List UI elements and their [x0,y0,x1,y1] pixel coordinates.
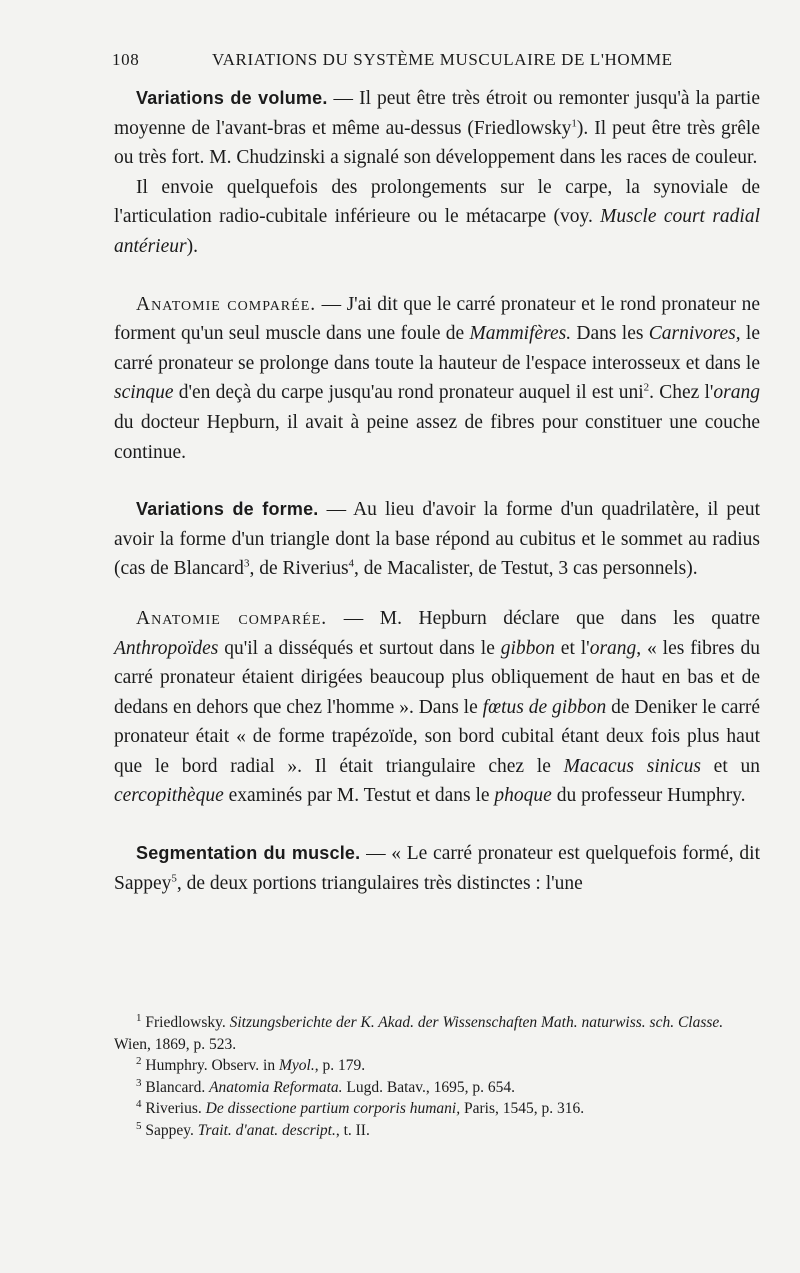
footnote: $^5$ Sappey. Trait. d'anat. descript., t. II. [136,1119,370,1139]
paragraph-variations-forme: Variations de forme. — Au lieu d'avoir la forme d'un quadrilatère, il peut avoir la forme d'un triangle dont la base répond au cubitus et le sommet au radius (cas de Blancard$^3$, de Riverius$^4$, de Macalister, de Testut, 3 cas personnels). [114,499,760,580]
footnote: $^3$ Blancard. Anatomia Reformata. Lugd. Batav., 1695, p. 654. [136,1076,516,1096]
footnote-ref: 5 [171,872,177,885]
section-heading: Segmentation du muscle. [136,843,361,864]
paragraph-variations-volume: Variations de volume. — Il peut être très étroit ou remonter jusqu'à la partie moyenne de l'avant-bras et même au-dessus (Friedlowsky$^1$). Il peut être très grêle ou très fort. M. Chudzinski a signalé son développement dans les races de couleur. [114,88,761,169]
main-text [114,84,760,898]
footnote: $^4$ Riverius. De dissectione partium corporis humani, Paris, 1545, p. 316. [136,1097,585,1117]
paragraph-anatomie-comparee-2: Anatomie comparée. — M. Hepburn déclare que dans les quatre Anthropoïdes qu'il a disséqués et surtout dans le gibbon et l'orang, « les fibres du carré pronateur étaient dirigées beaucoup plus obliquement de haut en bas et de dedans en dehors que chez l'homme ». Dans le fœtus de gibbon de Deniker le carré pronateur était « de forme trapézoïde, son bord cubital étant deux fois plus haut que le bord radial ». Il était triangulaire chez le Macacus sinicus et un cercopithèque examinés par M. Testut et dans le phoque du professeur Humphry. [114,607,761,807]
footnote: $^2$ Humphry. Observ. in Myol., p. 179. [136,1054,366,1074]
footnotes [114,1012,760,1141]
section-heading: Variations de forme. [136,499,319,520]
subsection-heading: Anatomie comparée. [136,607,328,629]
footnote-ref: 3 [243,557,250,570]
footnote-ref: 1 [571,117,577,130]
page-number: 108 [112,50,140,69]
paragraph-segmentation: Segmentation du muscle. — « Le carré pronateur est quelquefois formé, dit Sappey$^5$, de deux portions triangulaires très distinctes : l'une [114,843,760,894]
footnote-ref: 4 [348,557,355,570]
paragraph-anatomie-comparee-1: Anatomie comparée. — J'ai dit que le carré pronateur et le rond pronateur ne forment qu'un seul muscle dans une foule de Mammifères. Dans les Carnivores, le carré pronateur se prolonge dans toute la hauteur de l'espace interosseux et dans le scinque d'en deçà du carpe jusqu'au rond pronateur auquel il est uni$^2$. Chez l'orang du docteur Hepburn, il avait à peine assez de fibres pour constituer une couche continue. [114,293,760,463]
running-header [112,50,760,74]
paragraph-prolongements: Il envoie quelquefois des prolongements sur le carpe, la synoviale de l'articulation radio-cubitale inférieure ou le métacarpe (voy. Muscle court radial antérieur). [114,176,760,257]
footnote-ref: 2 [643,381,650,394]
footnote: $^1$ Friedlowsky. Sitzungsberichte der K. Akad. der Wissenschaften Math. naturwiss. sch. Classe. Wien, 1869, p. 523. [114,1011,724,1053]
running-title: VARIATIONS DU SYSTÈME MUSCULAIRE DE L'HOMME [212,50,673,69]
section-heading: Variations de volume. [136,88,328,108]
subsection-heading: Anatomie comparée. [136,293,317,315]
